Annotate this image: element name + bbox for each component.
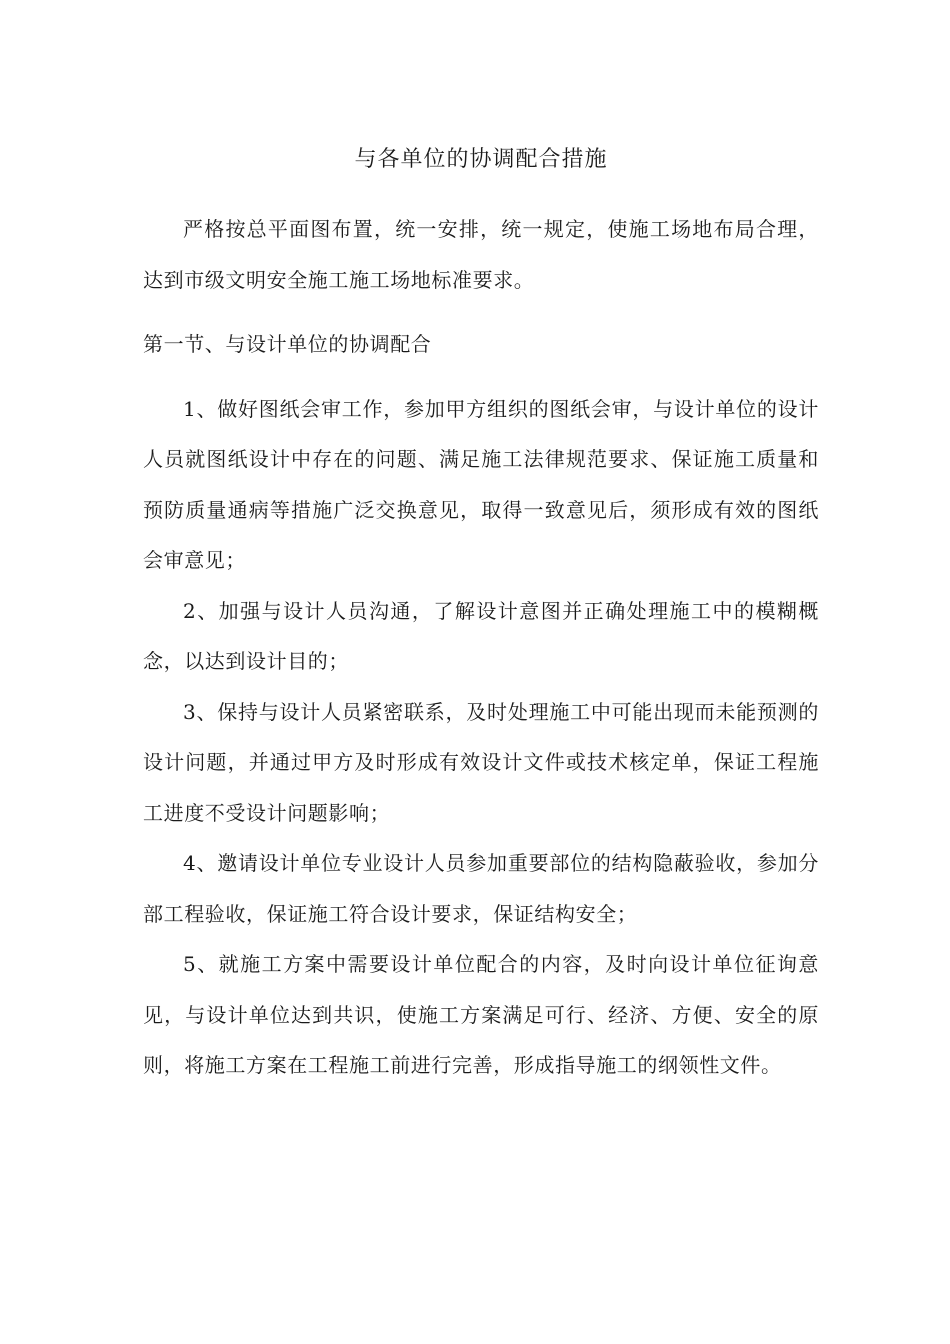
list-item-3: 3、保持与设计人员紧密联系，及时处理施工中可能出现而未能预测的设计问题，并通过甲方及时形成有效设计文件或技术核定单，保证工程施工进度不受设计问题影响； — [143, 699, 819, 825]
list-item-5: 5、就施工方案中需要设计单位配合的内容，及时向设计单位征询意见，与设计单位达到共识，使施工方案满足可行、经济、方便、安全的原则，将施工方案在工程施工前进行完善，形成指导施工的纲领性文件。 — [143, 952, 819, 1077]
document-page — [143, 140, 819, 1091]
list-item-2: 2、加强与设计人员沟通，了解设计意图并正确处理施工中的模糊概念，以达到设计目的； — [143, 598, 819, 673]
section-heading: 第一节、与设计单位的协调配合 — [143, 332, 432, 356]
list-item-4: 4、邀请设计单位专业设计人员参加重要部位的结构隐蔽验收，参加分部工程验收，保证施工符合设计要求，保证结构安全； — [143, 851, 819, 926]
intro-paragraph: 严格按总平面图布置，统一安排，统一规定，使施工场地布局合理，达到市级文明安全施工施工场地标准要求。 — [143, 217, 819, 292]
document-title: 与各单位的协调配合措施 — [354, 147, 608, 172]
list-item-1: 1、做好图纸会审工作，参加甲方组织的图纸会审，与设计单位的设计人员就图纸设计中存在的问题、满足施工法律规范要求、保证施工质量和预防质量通病等措施广泛交换意见，取得一致意见后，须形成有效的图纸会审意见； — [143, 396, 819, 572]
